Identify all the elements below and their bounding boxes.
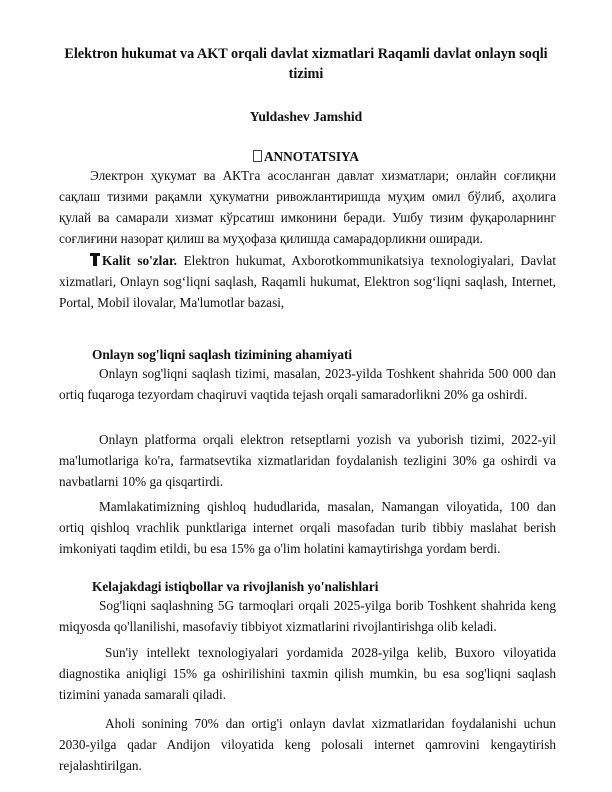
section1-paragraph-2: Onlayn platforma orqali elektron retseptlarni yozish va yuborish tizimi, 2022-yil ma'lumotlariga ko'ra, farmatsevtika xizmatlaridan foydalanish tezligini 30% ga oshirdi va navbatlarni 10% ga qisqartirdi. bbox=[59, 432, 556, 489]
author-name: Yuldashev Jamshid bbox=[249, 109, 363, 124]
section2-paragraph-3: Aholi sonining 70% dan ortig'i onlayn davlat xizmatlaridan foydalanishi uchun 2030-yilga qadar Andijon viloyatida keng polosali internet qamrovini kengaytirish rejalashtirilgan. bbox=[59, 716, 556, 773]
section1-paragraph-1: Onlayn sog'liqni saqlash tizimi, masalan, 2023-yilda Toshkent shahrida 500 000 dan ortiq fuqaroga tezyordam chaqiruvi vaqtida tejash orqali samaradorlikni 20% ga oshirdi. bbox=[59, 366, 556, 402]
annotation-text: Электрон ҳукумат ва АКТга асосланган давлат хизматлари; онлайн соғлиқни сақлаш тизими рақамли ҳукуматни ривожлантиришда муҳим омил бўлиб, аҳолига қулай ва самарали хизмат кўрсатиш имконини беради. Ушбу тизим фуқароларнинг соғлиғини назорат қилиш ва муҳофаза қилишда самарадорликни оширади. bbox=[59, 168, 556, 246]
missing-glyph-icon bbox=[253, 150, 262, 162]
paper-title: Elektron hukumat va AKT orqali davlat xizmatlari Raqamli davlat onlayn soqli tizimi bbox=[64, 46, 548, 82]
section1-paragraph-3: Mamlakatimizning qishloq hududlarida, masalan, Namangan viloyatida, 100 dan ortiq qishloq vrachlik punktlariga internet orqali masofadan turib tibbiy maslahat berish imkoniyati taqdim etildi, bu esa 15% ga o'lim holatini kamaytirishga yordam berdi. bbox=[59, 499, 556, 556]
keywords-text: Elektron hukumat, Axborotkommunikatsiya texnologiyalari, Davlat xizmatlari, Onlayn sog‘liqni saqlash, Raqamli hukumat, Elektron sog‘liqni saqlash, Internet, Portal, Mobil ilovalar, Ma'lumotlar bazasi, bbox=[59, 253, 556, 310]
keywords-label: Kalit so'zlar. bbox=[102, 253, 177, 268]
section-heading-future: Kelajakdagi istiqbollar va rivojlanish yo'nalishlari bbox=[92, 579, 379, 594]
section2-paragraph-2: Sun'iy intellekt texnologiyalari yordamida 2028-yilga kelib, Buxoro viloyatida diagnostika aniqligi 15% ga oshirilishini taxmin qilish mumkin, bu esa sog'liqni saqlash tizimini yanada samarali qiladi. bbox=[59, 645, 556, 702]
section2-paragraph-1: Sog'liqni saqlashning 5G tarmoqlari orqali 2025-yilga borib Toshkent shahrida keng miqyosda qo'llanilishi, masofaviy tibbiyot xizmatlarini rivojlantirishga olib keladi. bbox=[59, 598, 556, 634]
keywords-paragraph bbox=[59, 250, 556, 313]
annotation-heading bbox=[0, 148, 612, 165]
section-heading-importance: Onlayn sog'liqni saqlash tizimining ahamiyati bbox=[92, 347, 353, 362]
pushpin-icon bbox=[90, 253, 100, 266]
annotation-heading-text: ANNOTATSIYA bbox=[263, 149, 360, 164]
